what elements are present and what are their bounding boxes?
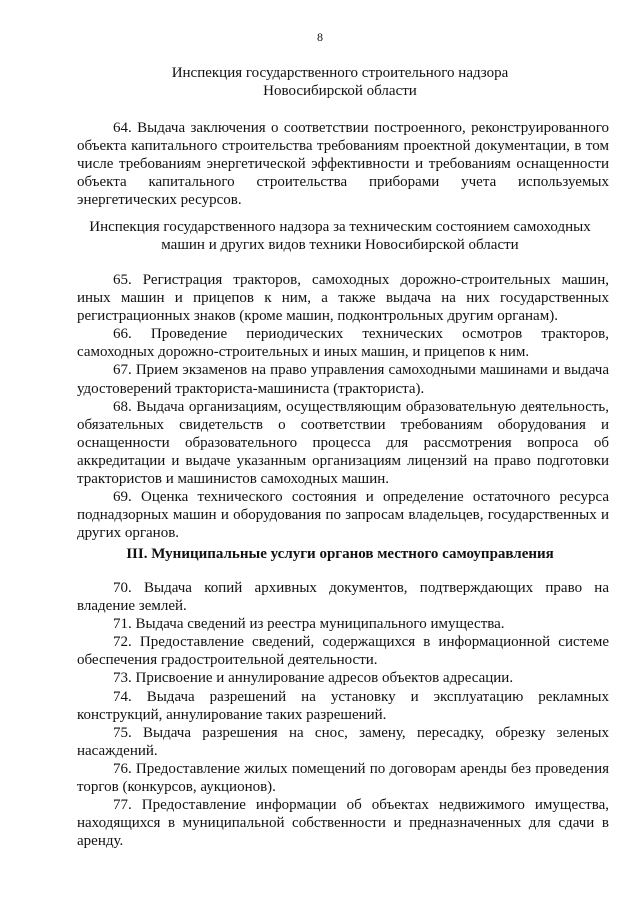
service-item-75: 75. Выдача разрешения на снос, замену, пересадку, обрезку зеленых насаждений. — [77, 724, 609, 759]
service-item-67: 67. Прием экзаменов на право управления самоходными машинами и выдача удостоверений тракториста-машиниста (тракториста). — [77, 362, 609, 397]
service-item-68: 68. Выдача организациям, осуществляющим образовательную деятельность, обязательных свидетельств о соответствии требованиям оборудования и оснащенности образовательного процесса для рассмотрения вопроса об аккредитации и выдаче указанным организациям лицензий на право подготовки трактористов и машинистов самоходных машин. — [77, 398, 609, 488]
service-item-70: 70. Выдача копий архивных документов, подтверждающих право на владение землей. — [77, 580, 609, 615]
heading-line: машин и других видов техники Новосибирской области — [161, 237, 519, 253]
service-item-71: 71. Выдача сведений из реестра муниципального имущества. — [113, 616, 505, 633]
service-item-65: 65. Регистрация тракторов, самоходных дорожно-строительных машин, иных машин и прицепов к ним, а также выдача на них государственных регистрационных знаков (кроме машин, подконтрольных другим органам). — [77, 272, 609, 325]
service-item-72: 72. Предоставление сведений, содержащихся в информационной системе обеспечения градостроительной деятельности. — [77, 634, 609, 669]
service-item-77: 77. Предоставление информации об объектах недвижимого имущества, находящихся в муниципальной собственности и предназначенных для сдачи в аренду. — [77, 797, 609, 850]
service-item-69: 69. Оценка технического состояния и определение остаточного ресурса поднадзорных машин и оборудования по запросам владельцев, государственных и других органов. — [77, 489, 609, 542]
heading-line: Инспекция государственного строительного надзора — [171, 65, 509, 81]
agency-heading-construction — [60, 64, 620, 100]
heading-line: Инспекция государственного надзора за техническим состоянием самоходных — [89, 219, 591, 235]
service-list-municipal — [77, 579, 609, 850]
service-list-machinery — [77, 271, 609, 542]
service-item-76: 76. Предоставление жилых помещений по договорам аренды без проведения торгов (конкурсов, аукционов). — [77, 760, 609, 796]
service-item-66: 66. Проведение периодических технических осмотров тракторов, самоходных дорожно-строительных и иных машин, и прицепов к ним. — [77, 326, 609, 361]
heading-line: Новосибирской области — [263, 83, 417, 99]
agency-heading-machinery — [60, 218, 620, 254]
service-item-74: 74. Выдача разрешений на установку и эксплуатацию рекламных конструкций, аннулирование таких разрешений. — [77, 688, 609, 723]
section-title-municipal: III. Муниципальные услуги органов местного самоуправления — [126, 546, 554, 562]
service-item-73: 73. Присвоение и аннулирование адресов объектов адресации. — [113, 670, 514, 687]
service-list-construction — [77, 119, 609, 209]
service-item-64: 64. Выдача заключения о соответствии построенного, реконструированного объекта капитального строительства требованиям проектной документации, в том числе требованиям энергетической эффективности и требованиям оснащенности объекта капитального строительства приборами учета используемых энергетических ресурсов. — [77, 120, 609, 209]
page-number: 8 — [317, 30, 323, 44]
